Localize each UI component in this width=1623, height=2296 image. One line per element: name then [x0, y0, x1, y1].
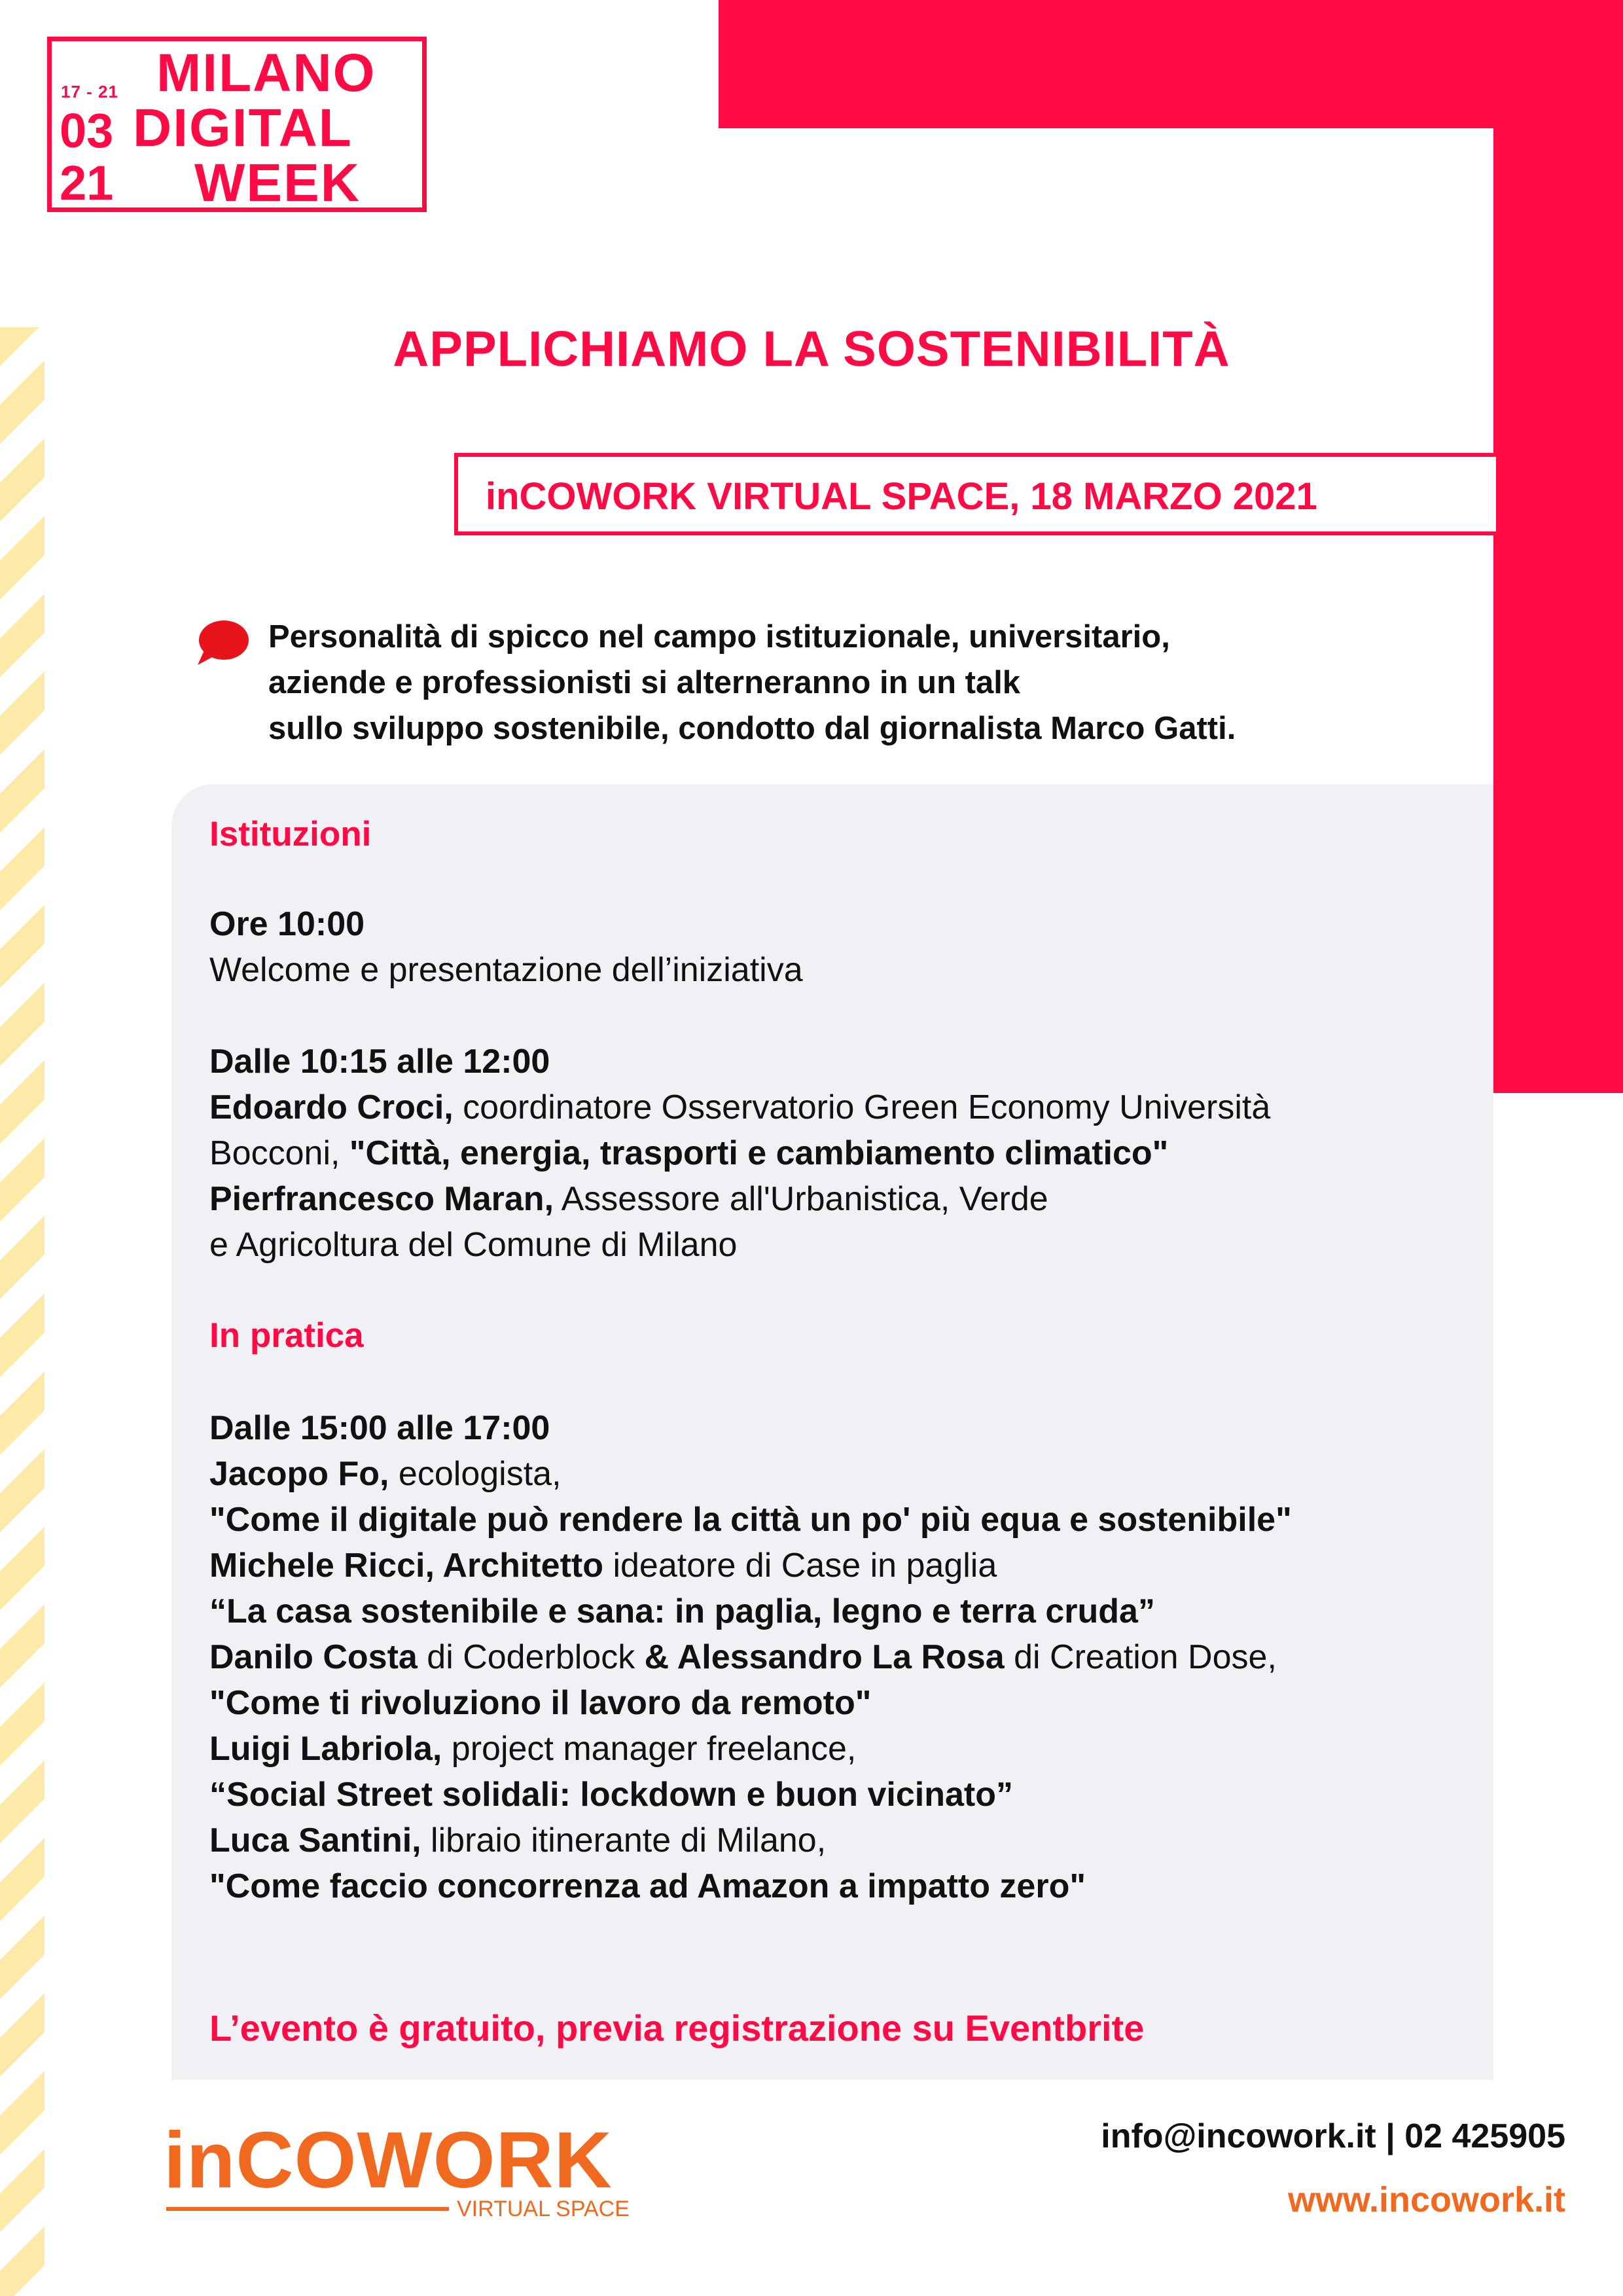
section-title-istituzioni: Istituzioni [209, 815, 372, 853]
red-corner-block [719, 0, 1623, 128]
speaker-line [209, 1130, 1168, 1176]
speaker-line [209, 1085, 1270, 1130]
speaker-role: e Agricoltura del Comune di Milano [209, 1226, 738, 1264]
speaker-name: Edoardo Croci, [209, 1088, 454, 1126]
intro-paragraph [268, 614, 1446, 751]
speaker-role: Assessore all'Urbanistica, Verde [554, 1180, 1048, 1218]
slot-time: Ore 10:00 [209, 905, 365, 943]
speaker-line [209, 1818, 826, 1863]
event-info-box [454, 453, 1496, 535]
talk-title: "Come ti rivoluziono il lavoro da remoto" [209, 1684, 872, 1722]
speaker-role: ideatore di Case in paglia [603, 1547, 997, 1585]
incowork-logo [164, 2114, 648, 2225]
speaker-role: libraio itinerante di Milano, [421, 1821, 827, 1859]
event-line: inCOWORK VIRTUAL SPACE, 18 MARZO 2021 [486, 475, 1317, 518]
logo-dates: 17 - 21 [61, 82, 118, 101]
logo-word-milano: MILANO [156, 43, 376, 103]
speaker-name: & Alessandro La Rosa [644, 1638, 1005, 1676]
decorative-stripes [0, 327, 45, 2296]
intro-line: Personalità di spicco nel campo istituzionale, universitario, [268, 619, 1170, 655]
red-side-band [1493, 128, 1623, 1093]
speaker-name: Luca Santini, [209, 1821, 421, 1859]
milano-digital-week-logo [47, 37, 427, 212]
speaker-name: Jacopo Fo, [209, 1455, 389, 1493]
speaker-role: di Coderblock [417, 1638, 645, 1676]
speaker-role: coordinatore Osservatorio Green Economy Università [453, 1088, 1271, 1126]
talk-title: "Come faccio concorrenza ad Amazon a impatto zero" [209, 1867, 1086, 1905]
slot-time: Dalle 15:00 alle 17:00 [209, 1409, 550, 1447]
speaker-role: ecologista, [389, 1455, 562, 1493]
contact-info[interactable]: info@incowork.it | 02 425905 [1101, 2117, 1565, 2155]
slot-description: Welcome e presentazione dell’iniziativa [209, 951, 803, 989]
speaker-role: project manager freelance, [442, 1730, 857, 1768]
intro-line: aziende e professionisti si alterneranno in un talk [268, 665, 1021, 700]
page-title: APPLICHIAMO LA SOSTENIBILITÀ [393, 321, 1230, 377]
talk-title: "Città, energia, trasporti e cambiamento climatico" [349, 1134, 1169, 1172]
speaker-line [209, 1726, 856, 1772]
talk-title: "Come il digitale può rendere la città un po' più equa e sostenibile" [209, 1501, 1292, 1539]
logo-word-week: WEEK [194, 153, 361, 213]
speaker-role: Bocconi, [209, 1134, 349, 1172]
slot-time: Dalle 10:15 alle 12:00 [209, 1043, 550, 1081]
speaker-line [209, 1634, 1277, 1680]
logo-year: 21 [60, 156, 114, 210]
talk-title: “Social Street solidali: lockdown e buon vicinato” [209, 1776, 1013, 1814]
speaker-line [209, 1451, 562, 1497]
speaker-name: Danilo Costa [209, 1638, 418, 1676]
logo-month: 03 [60, 103, 114, 158]
speaker-name: Pierfrancesco Maran, [209, 1180, 554, 1218]
talk-title: “La casa sostenibile e sana: in paglia, legno e terra cruda” [209, 1592, 1155, 1630]
logo-name: inCOWORK [164, 2115, 613, 2204]
registration-note: L’evento è gratuito, previa registrazione su Eventbrite [209, 2007, 1145, 2049]
logo-word-digital: DIGITAL [133, 98, 353, 158]
speaker-name: Luigi Labriola, [209, 1730, 442, 1768]
speaker-line [209, 1543, 997, 1588]
intro-line: sullo sviluppo sostenibile, condotto dal giornalista Marco Gatti. [268, 711, 1236, 746]
section-title-in-pratica: In pratica [209, 1316, 364, 1355]
logo-rule [166, 2207, 449, 2211]
logo-tagline: VIRTUAL SPACE [457, 2197, 630, 2221]
speaker-role: di Creation Dose, [1004, 1638, 1277, 1676]
speaker-line [209, 1176, 1048, 1222]
website-link[interactable]: www.incowork.it [1287, 2180, 1565, 2219]
speaker-name: Michele Ricci, Architetto [209, 1547, 603, 1585]
speech-bubble-icon [195, 619, 250, 668]
